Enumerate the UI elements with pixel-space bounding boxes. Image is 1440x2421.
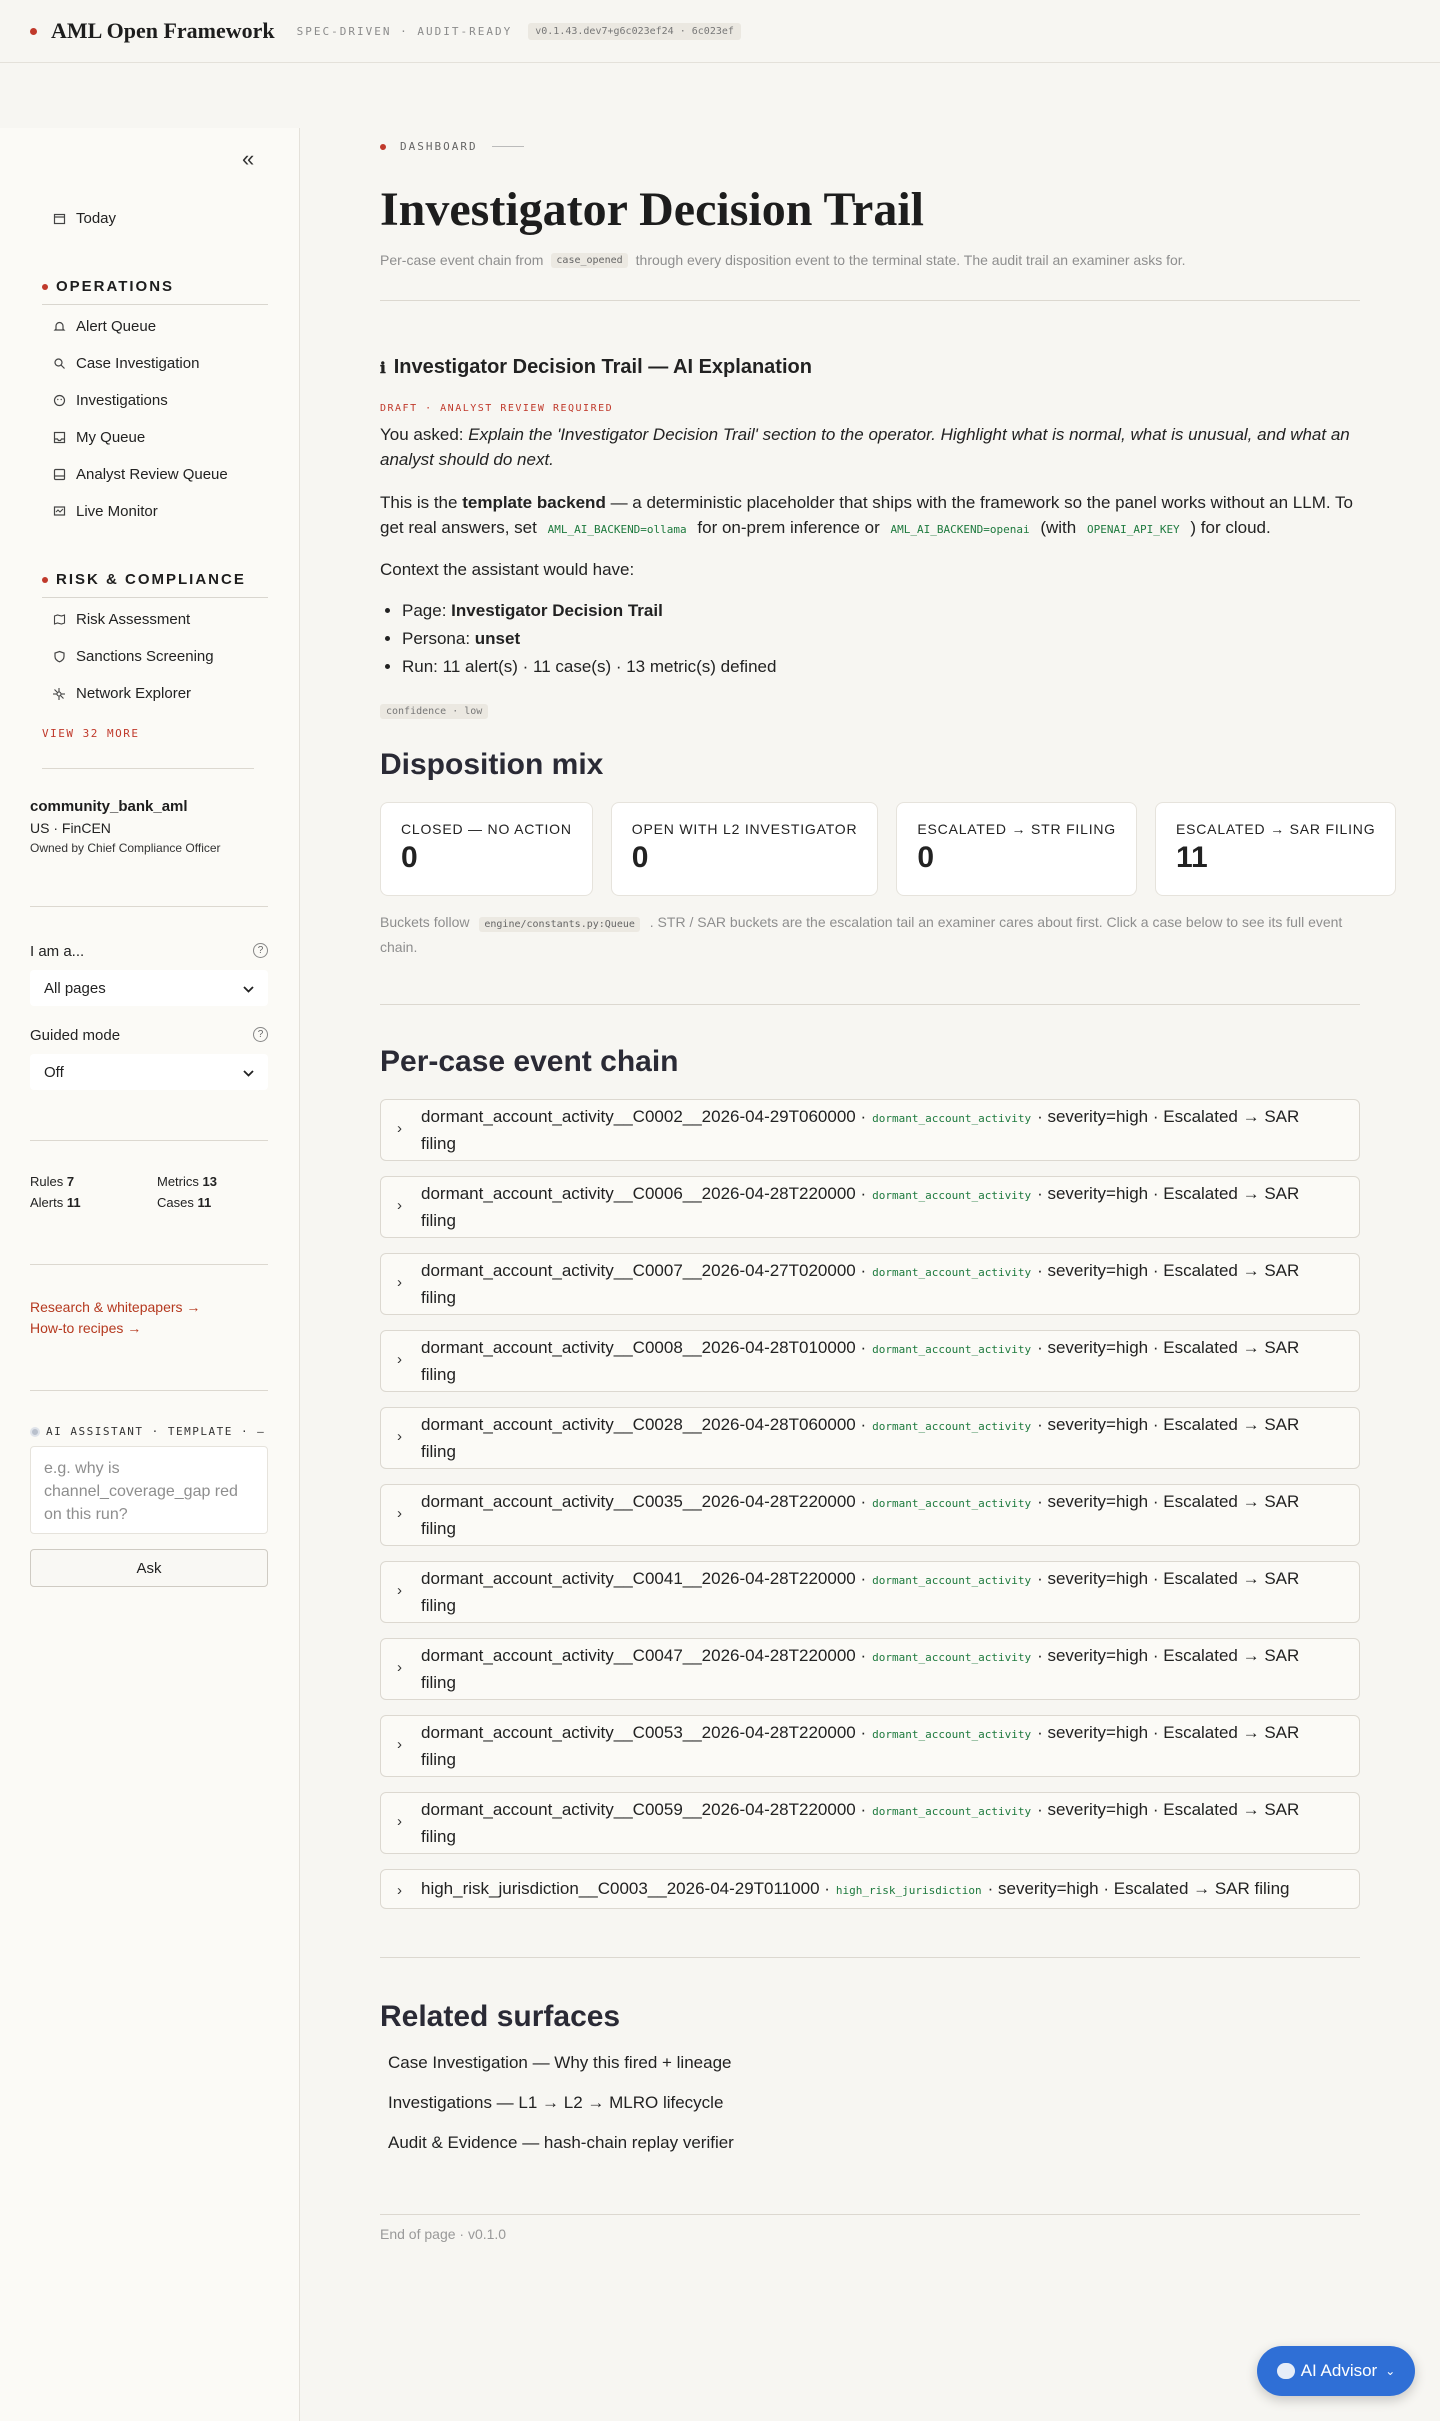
monitor-icon (52, 505, 66, 519)
chevron-right-icon: › (397, 1428, 402, 1445)
case-status: · severity=high · Escalated → SAR filing (421, 1569, 1300, 1615)
sidebar-item-label: Alert Queue (76, 318, 157, 335)
sidebar-item-case-investigation[interactable] (52, 355, 199, 372)
breadcrumb-label: DASHBOARD (400, 140, 478, 153)
persona-label-row (30, 943, 268, 960)
event-chain-row[interactable] (380, 1561, 1360, 1623)
rule-code: dormant_account_activity (872, 1574, 1032, 1587)
page-title: Investigator Decision Trail (380, 183, 924, 236)
rule-code: dormant_account_activity (872, 1497, 1032, 1510)
rule-code: dormant_account_activity (872, 1420, 1032, 1433)
divider (380, 2214, 1360, 2215)
case-id: dormant_account_activity__C0008__2026-04-28T010000 · (421, 1338, 867, 1357)
list-item: • Run: 11 alert(s) · 11 case(s) · 13 metric(s) defined (402, 653, 776, 681)
section-title: OPERATIONS (56, 278, 175, 295)
stat-card (896, 802, 1137, 896)
related-heading: Related surfaces (380, 2000, 621, 2033)
chevron-right-icon: › (397, 1882, 402, 1899)
env-code: AML_AI_BACKEND=openai (890, 523, 1030, 536)
divider (30, 1264, 268, 1265)
context-intro: Context the assistant would have: (380, 560, 635, 579)
tenant-name: community_bank_aml (30, 798, 188, 815)
brand-dot-icon (30, 28, 37, 35)
case-id: dormant_account_activity__C0006__2026-04-28T220000 · (421, 1184, 867, 1203)
disposition-cards (380, 802, 1376, 896)
persona-select[interactable] (30, 970, 268, 1006)
ai-answer: This is the template backend — a deterministic placeholder that ships with the framework so the panel works without an LLM. To get real answers, set AML_AI_BACKEND=ollama for on-prem inference or AML_AI_BACKEND=openai (with OPENAI_API_KEY ) for cloud. (380, 493, 1353, 537)
case-id: dormant_account_activity__C0053__2026-04-28T220000 · (421, 1723, 867, 1742)
event-chain-row[interactable] (380, 1792, 1360, 1854)
sidebar-item-alert-queue[interactable] (52, 318, 156, 335)
event-chain-row[interactable] (380, 1176, 1360, 1238)
shield-icon (52, 650, 66, 664)
ai-advisor-label: AI Advisor (1300, 2361, 1378, 2380)
ai-explanation-heading: Investigator Decision Trail — AI Explanation (393, 356, 812, 378)
sidebar-item-label: Network Explorer (76, 685, 192, 702)
divider (30, 1140, 268, 1141)
collapse-sidebar-icon[interactable]: « (242, 146, 255, 171)
event-chain-row[interactable] (380, 1330, 1360, 1392)
related-link-investigations[interactable]: Investigations — L1 → L2 → MLRO lifecycle (388, 2093, 724, 2112)
subtitle-code: case_opened (551, 253, 627, 268)
sidebar-item-today[interactable] (52, 210, 116, 227)
sidebar-item-my-queue[interactable] (52, 429, 145, 446)
help-icon[interactable]: ? (253, 1027, 268, 1042)
case-status: · severity=high · Escalated → SAR filing (421, 1492, 1300, 1538)
stat-card-value: 0 (917, 841, 935, 874)
section-risk-compliance (42, 571, 268, 598)
sidebar-item-live-monitor[interactable] (52, 503, 158, 520)
stat-cases: Cases 11 (157, 1195, 212, 1210)
chevron-right-icon: › (397, 1659, 402, 1676)
chevron-right-icon: › (397, 1351, 402, 1368)
network-icon (52, 687, 66, 701)
eyebrow-dot-icon (380, 144, 386, 150)
chevron-right-icon: › (397, 1736, 402, 1753)
review-tray-icon (52, 468, 66, 482)
divider (30, 1390, 268, 1391)
related-link-audit-evidence[interactable]: Audit & Evidence — hash-chain replay verifier (388, 2133, 734, 2152)
info-icon: ℹ (380, 359, 386, 377)
section-title: RISK & COMPLIANCE (56, 571, 246, 588)
ai-question-input[interactable]: e.g. why is channel_coverage_gap red on this run? (30, 1446, 268, 1534)
asked-text: Explain the 'Investigator Decision Trail' section to the operator. Highlight what is normal, what is unusual, and what an analyst should do next. (380, 425, 1350, 469)
guided-mode-label: Guided mode (30, 1027, 121, 1044)
stat-card-value: 0 (631, 841, 649, 874)
guided-mode-select[interactable] (30, 1054, 268, 1090)
sidebar-item-label: Live Monitor (76, 503, 158, 520)
sidebar-item-label: Investigations (76, 392, 168, 409)
tenant-jurisdiction: US · FinCEN (30, 820, 111, 836)
stat-card-label: OPEN WITH L2 INVESTIGATOR (631, 821, 858, 837)
divider (380, 1004, 1360, 1005)
rule-code: dormant_account_activity (872, 1728, 1032, 1741)
stat-metrics: Metrics 13 (157, 1174, 217, 1189)
brand-title[interactable]: AML Open Framework (51, 18, 275, 43)
chat-bubble-icon (1277, 2363, 1295, 2379)
case-id: dormant_account_activity__C0007__2026-04-27T020000 · (421, 1261, 867, 1280)
breadcrumb (380, 140, 524, 153)
list-item: • Persona: unset (402, 625, 776, 653)
divider (30, 906, 268, 907)
case-status: · severity=high · Escalated → SAR filing (421, 1723, 1300, 1769)
case-face-icon (52, 394, 66, 408)
sidebar-item-analyst-review-queue[interactable] (52, 466, 228, 483)
event-chain-row[interactable] (380, 1407, 1360, 1469)
stat-card (611, 802, 879, 896)
case-id: high_risk_jurisdiction__C0003__2026-04-29T011000 · (421, 1879, 830, 1898)
stat-card-value: 0 (401, 841, 418, 874)
case-status: · severity=high · Escalated → SAR filing (421, 1107, 1300, 1153)
case-id: dormant_account_activity__C0047__2026-04-28T220000 · (421, 1646, 867, 1665)
event-chain-row[interactable] (380, 1715, 1360, 1777)
case-status: · severity=high · Escalated → SAR filing (421, 1261, 1300, 1307)
case-id: dormant_account_activity__C0028__2026-04-28T060000 · (421, 1415, 867, 1434)
run-stats (30, 1174, 268, 1210)
case-status: · severity=high · Escalated → SAR filing (421, 1646, 1300, 1692)
disposition-note: Buckets follow engine/constants.py:Queue . STR / SAR buckets are the escalation tail an examiner cares about first. Click a case below to see its full event chain. (380, 914, 1343, 955)
event-chain-row[interactable] (380, 1869, 1360, 1909)
case-id: dormant_account_activity__C0002__2026-04-29T060000 · (421, 1107, 867, 1126)
sidebar-item-label: Risk Assessment (76, 611, 191, 628)
rule-code: dormant_account_activity (872, 1343, 1032, 1356)
page-footer: End of page · v0.1.0 (380, 2226, 507, 2242)
eyebrow-rule (492, 146, 524, 147)
sidebar-item-label: Sanctions Screening (76, 648, 214, 665)
persona-select-value: All pages (44, 979, 106, 997)
stat-card-label: CLOSED — NO ACTION (401, 821, 572, 837)
stat-card (1155, 802, 1396, 896)
chevron-down-icon (243, 980, 254, 997)
rule-code: dormant_account_activity (872, 1112, 1032, 1125)
context-list (402, 597, 776, 681)
research-link[interactable]: Research & whitepapers → (30, 1299, 201, 1315)
section-dot-icon (42, 284, 48, 290)
chevron-right-icon: › (397, 1120, 402, 1137)
section-operations (42, 278, 268, 305)
view-more-link[interactable]: VIEW 32 MORE (42, 727, 140, 740)
rule-code: dormant_account_activity (872, 1805, 1032, 1818)
page-subtitle (380, 252, 1186, 268)
stat-rules: Rules 7 (30, 1174, 75, 1189)
sidebar (0, 128, 300, 2421)
tenant-owner: Owned by Chief Compliance Officer (30, 841, 221, 855)
ai-assistant-title: AI ASSISTANT · TEMPLATE · — (46, 1425, 266, 1438)
event-chain-row[interactable] (380, 1253, 1360, 1315)
chevron-right-icon: › (397, 1274, 402, 1291)
recipes-link[interactable]: How-to recipes → (30, 1320, 142, 1336)
related-link-case-investigation[interactable]: Case Investigation — Why this fired + lineage (388, 2053, 732, 2072)
sidebar-item-label: Analyst Review Queue (76, 466, 228, 483)
draft-badge: DRAFT · ANALYST REVIEW REQUIRED (380, 403, 614, 414)
sidebar-item-risk-assessment[interactable] (52, 611, 190, 628)
guided-mode-value: Off (44, 1063, 64, 1081)
status-dot-icon (30, 1427, 40, 1437)
env-code: OPENAI_API_KEY (1086, 523, 1180, 536)
case-status: · severity=high · Escalated → SAR filing (421, 1184, 1300, 1230)
disposition-heading: Disposition mix (380, 748, 604, 781)
brand-tagline: SPEC-DRIVEN · AUDIT-READY (296, 24, 513, 38)
rule-code: dormant_account_activity (872, 1651, 1032, 1664)
case-status: · severity=high · Escalated → SAR filing (987, 1879, 1290, 1898)
map-icon (52, 613, 66, 627)
event-chain-row[interactable] (380, 1638, 1360, 1700)
case-id: dormant_account_activity__C0035__2026-04-28T220000 · (421, 1492, 867, 1511)
subtitle-text: Per-case event chain from (380, 252, 544, 268)
bell-icon (52, 320, 66, 334)
stat-card-value: 11 (1176, 841, 1208, 874)
note-code: engine/constants.py:Queue (479, 917, 640, 932)
chevron-right-icon: › (397, 1813, 402, 1830)
sidebar-item-investigations[interactable] (52, 392, 168, 409)
case-id: dormant_account_activity__C0059__2026-04-28T220000 · (421, 1800, 867, 1819)
chevron-down-icon (243, 1064, 254, 1081)
rule-code: high_risk_jurisdiction (835, 1884, 982, 1897)
sidebar-item-label: Today (76, 210, 117, 227)
case-status: · severity=high · Escalated → SAR filing (421, 1415, 1300, 1461)
event-chain-list (380, 1099, 1360, 1924)
stat-card-label: ESCALATED → SAR FILING (1176, 821, 1376, 837)
section-dot-icon (42, 577, 48, 583)
list-item: • Page: Investigator Decision Trail (402, 597, 776, 625)
version-badge: v0.1.43.dev7+g6c023ef24 · 6c023ef (528, 23, 741, 40)
divider (380, 300, 1360, 301)
top-bar (0, 0, 1440, 63)
case-status: · severity=high · Escalated → SAR filing (421, 1800, 1300, 1846)
sidebar-item-sanctions-screening[interactable] (52, 648, 214, 665)
ask-button[interactable]: Ask (30, 1549, 268, 1587)
asked-label: You asked: (380, 425, 464, 444)
event-chain-row[interactable] (380, 1484, 1360, 1546)
env-code: AML_AI_BACKEND=ollama (547, 523, 687, 536)
divider (380, 1957, 1360, 1958)
sidebar-item-label: My Queue (76, 429, 146, 446)
search-icon (52, 357, 66, 371)
subtitle-text: through every disposition event to the terminal state. The audit trail an examiner asks for. (635, 252, 1186, 268)
chevron-down-icon: ⌄ (1385, 2364, 1396, 2378)
divider (42, 768, 254, 769)
case-id: dormant_account_activity__C0041__2026-04-28T220000 · (421, 1569, 867, 1588)
chevron-right-icon: › (397, 1582, 402, 1599)
tenant-card (30, 798, 221, 855)
confidence-badge: confidence · low (380, 704, 488, 719)
stat-alerts: Alerts 11 (30, 1195, 81, 1210)
persona-label: I am a... (30, 943, 85, 960)
chevron-right-icon: › (397, 1505, 402, 1522)
ai-question (380, 422, 1360, 472)
event-chain-heading: Per-case event chain (380, 1045, 679, 1078)
calendar-icon (52, 212, 66, 226)
rule-code: dormant_account_activity (872, 1189, 1032, 1202)
case-status: · severity=high · Escalated → SAR filing (421, 1338, 1300, 1384)
chevron-right-icon: › (397, 1197, 402, 1214)
help-icon[interactable]: ? (253, 943, 268, 958)
inbox-icon (52, 431, 66, 445)
ai-explanation-title (380, 356, 812, 379)
stat-card (380, 802, 593, 896)
rule-code: dormant_account_activity (872, 1266, 1032, 1279)
ai-assistant-header (30, 1425, 265, 1438)
sidebar-item-label: Case Investigation (76, 355, 200, 372)
guided-label-row (30, 1027, 268, 1044)
sidebar-item-network-explorer[interactable] (52, 685, 191, 702)
stat-card-label: ESCALATED → STR FILING (917, 821, 1116, 837)
event-chain-row[interactable] (380, 1099, 1360, 1161)
ai-advisor-button[interactable] (1257, 2346, 1415, 2396)
